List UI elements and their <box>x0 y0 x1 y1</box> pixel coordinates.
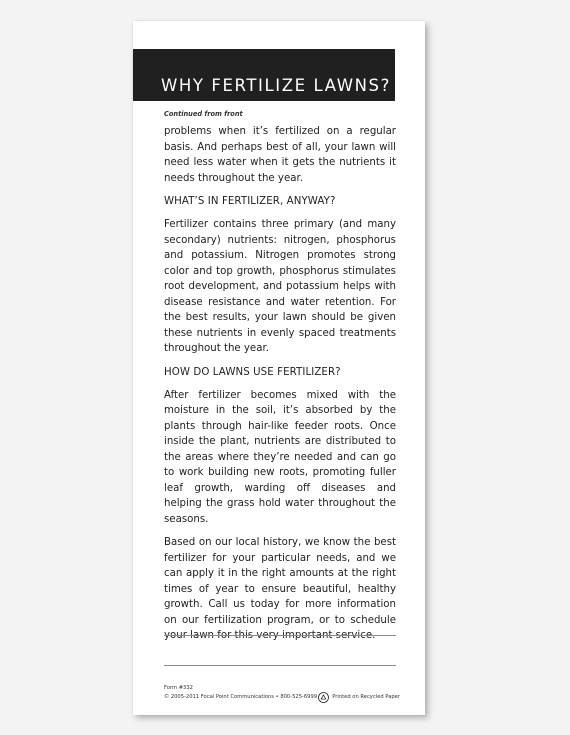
recycled-label <box>318 692 400 703</box>
page-title: WHY FERTILIZE LAWNS? <box>160 76 391 95</box>
imprint-line-bottom <box>164 665 396 666</box>
footer-row <box>164 692 400 703</box>
footer <box>164 685 400 703</box>
intro-paragraph: problems when it’s fertilized on a regular basis. And perhaps best of all, your lawn will need less water when it gets the nutrients it needs throughout the year. <box>164 126 396 184</box>
recycle-icon <box>318 692 329 703</box>
copyright-text: © 2005-2011 Focal Point Communications • 800-525-6999 <box>164 694 318 700</box>
absorption-paragraph: After fertilizer becomes mixed with the moisture in the soil, it’s absorbed by the plants through hair-like feeder roots. Once inside the plant, nutrients are distributed to the areas where they’re needed and can go to work building new roots, promoting fuller leaf growth, warding off diseases and helping the grass hold water throughout the seasons. <box>164 389 396 525</box>
fertilizer-nutrients-paragraph: Fertilizer contains three primary (and many secondary) nutrients: nitrogen, phosphorus and potassium. Nitrogen promotes strong color and top growth, phosphorus stimulates root development, and potassium helps with disease resistance and water retention. For the best results, your lawn should be given these nutrients in evenly spaced treatments throughout the year. <box>164 219 396 354</box>
section-heading-how-lawns-use: HOW DO LAWNS USE FERTILIZER? <box>164 366 341 378</box>
imprint-line-top <box>164 635 396 636</box>
section-heading-whats-in-fertilizer: WHAT’S IN FERTILIZER, ANYWAY? <box>164 196 336 207</box>
recycled-text: Printed on Recycled Paper <box>332 694 400 700</box>
body-content <box>164 124 396 652</box>
flyer-sheet <box>133 21 425 715</box>
form-number: Form #332 <box>164 685 193 691</box>
call-to-action-paragraph: Based on our local history, we know the best fertilizer for your particular needs, and we can apply it in the right amounts at the right times of year to ensure beautiful, healthy growth. Call us today for more information on our fertilization program, or to schedule your lawn for this very important service. <box>164 537 396 641</box>
continued-note: Continued from front <box>164 110 243 118</box>
title-bar <box>133 49 395 101</box>
